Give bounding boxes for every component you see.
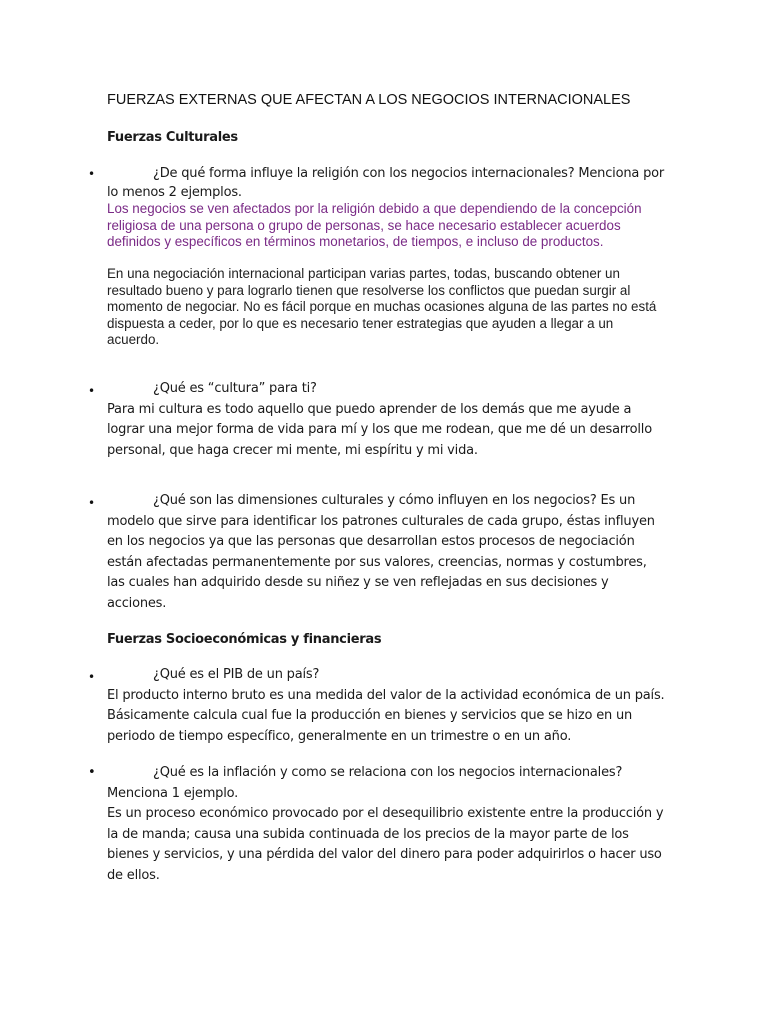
section-heading-culturales: Fuerzas Culturales bbox=[107, 130, 238, 145]
answer-negociacion: En una negociación internacional participan varias partes, todas, buscando obtener un resultado bueno y para lograrlo tienen que resolverse los conflictos que puedan surgir al momento de negociar. No es fácil porque en muchas ocasiones alguna de las partes no está dispuesta a ceder, por lo que es necesario tener estrategias que ayuden a llegar a un acuerdo. bbox=[107, 266, 657, 348]
question-pib bbox=[107, 665, 667, 747]
question-cultura bbox=[107, 379, 667, 461]
question-pib-label: ¿Qué es el PIB de un país? bbox=[153, 667, 320, 682]
section-heading-socioeconomicas: Fuerzas Socioeconómicas y financieras bbox=[107, 632, 382, 647]
page-title: FUERZAS EXTERNAS QUE AFECTAN A LOS NEGOCIOS INTERNACIONALES bbox=[107, 92, 631, 108]
question-cultura-label: ¿Qué es “cultura” para ti? bbox=[153, 381, 317, 396]
answer-pib: El producto interno bruto es una medida del valor de la actividad económica de un país. Básicamente calcula cual fue la producción en bienes y servicios que se hizo en un periodo de tiempo específico, generalmente en un trimestre o en un año. bbox=[107, 687, 665, 744]
answer-inflacion: Es un proceso económico provocado por el desequilibrio existente entre la producción y la de manda; causa una subida continuada de los precios de la mayor parte de los bienes y servicios, y una pérdida del valor del dinero para poder adquirirlos o hacer uso de ellos. bbox=[107, 806, 664, 883]
bullet-q5: • bbox=[88, 765, 96, 780]
answer-dimensiones: Es un modelo que sirve para identificar los patrones culturales de cada grupo, éstas influyen en los negocios ya que las personas que desarrollan estos procesos de negociación están afectadas permanentemente por sus valores, creencias, normas y costumbres, las cuales han adquirido desde su niñez y se ven reflejadas en sus decisiones y acciones. bbox=[107, 493, 655, 611]
bullet-q4: • bbox=[88, 670, 96, 684]
bullet-q2: • bbox=[88, 384, 96, 398]
answer-religion: Los negocios se ven afectados por la religión debido a que dependiendo de la concepción religiosa de una persona o grupo de personas, se hace necesario establecer acuerdos definidos y específicos en términos monetarios, de tiempos, e incluso de productos. bbox=[107, 201, 642, 250]
question-inflacion bbox=[107, 763, 667, 887]
question-inflacion-line1: ¿Qué es la inflación y como se relaciona con los negocios internacionales? bbox=[153, 765, 623, 780]
question-dimensiones bbox=[107, 491, 667, 615]
question-religion-line1: ¿De qué forma influye la religión con los negocios internacionales? Menciona por bbox=[153, 166, 665, 181]
bullet-q3: • bbox=[88, 496, 96, 510]
question-inflacion-line2: Menciona 1 ejemplo. bbox=[107, 785, 239, 801]
answer-cultura: Para mi cultura es todo aquello que puedo aprender de los demás que me ayude a lograr una mejor forma de vida para mí y los que me rodean, que me dé un desarrollo personal, que haga crecer mi mente, mi espíritu y mi vida. bbox=[107, 401, 652, 458]
question-religion bbox=[107, 164, 667, 202]
bullet-q1: • bbox=[88, 167, 96, 181]
question-dimensiones-label: ¿Qué son las dimensiones culturales y cómo influyen en los negocios? bbox=[153, 493, 597, 508]
question-religion-line2: lo menos 2 ejemplos. bbox=[107, 185, 242, 200]
